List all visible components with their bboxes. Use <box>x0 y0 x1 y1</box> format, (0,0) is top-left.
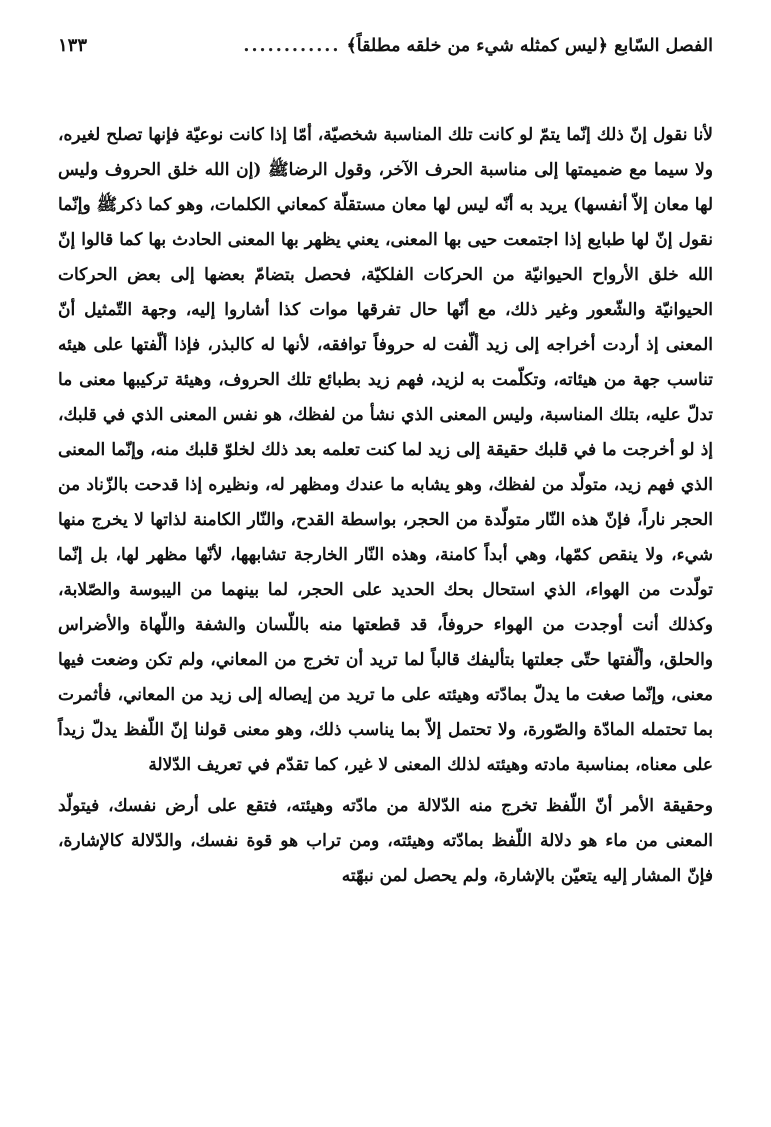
page-number: ١٣٣ <box>58 35 88 56</box>
paragraph: وحقيقة الأمر أنّ اللّفظ تخرج منه الدّلالة من مادّته وهيئته، فتقع على أرض نفسك، فيتولّد المعنى من ماء هو دلالة اللّفظ بمادّته وهيئته، ومن تراب هو قوة نفسك، والدّلالة كالإشارة، فإنّ المشار إليه يتعيّن بالإشارة، ولم يحصل لمن نبهّته <box>58 796 713 886</box>
chapter-title: الفصل السّابع ﴿ليس كمثله شيء من خلقه مطلقاً﴾ <box>346 36 713 56</box>
page-header <box>58 26 713 66</box>
header-leader-dots: ............ <box>243 36 341 56</box>
body-text <box>58 118 713 894</box>
paragraph: لأنا نقول إنّ ذلك إنّما يتمّ لو كانت تلك المناسبة شخصيّة، أمّا إذا كانت نوعيّة فإنها تصلح لغيره، ولا سيما مع ضميمتها إلى مناسبة الحرف الآخر، وقول الرضاﷺ (إن الله خلق الحروف وليس لها معان إلاّ أنفسها) يريد به أنّه ليس لها معان مستقلّة كمعاني الكلمات، وهو كما ذكرﷺ وإنّما نقول إنّ لها طبايع إذا اجتمعت حيى بها المعنى، يعني يظهر بها المعنى الحادث بها كما قالوا إنّ الله خلق الأرواح الحيوانيّة من الحركات الفلكيّة، فحصل بتضامّ بعضها إلى بعض الحركات الحيوانيّة والشّعور وغير ذلك، مع أنّها حال تفرقها موات كذا أشاروا إليه، وجهة التّمثيل أنّ المعنى إذ أردت أخراجه إلى زيد ألّفت له حروفاً توافقه، لأنها له كالبذر، فإذا ألّفتها على هيئه تناسب جهة من هيئاته، وتكلّمت به لزيد، فهم زيد بطبائع تلك الحروف، وهيئة تركيبها معنى ما تدلّ عليه، بتلك المناسبة، وليس المعنى الذي نشأ من لفظك، هو نفس المعنى الذي في قلبك، إذ لو أخرجت ما في قلبك حقيقة إلى زيد لما كنت تعلمه بعد ذلك لخلوّ قلبك منه، وإنّما المعنى الذي فهم زيد، متولّد من لفظك، وهو يشابه ما عندك ومظهر له، ونظيره إذا قدحت بالزّناد من الحجر ناراً، فإنّ هذه النّار متولّدة من الحجر، بواسطة القدح، والنّار الكامنة لذاتها لا يخرج منها شيء، ولا ينقص كمّها، وهي أبداً كامنة، وهذه النّار الخارجة تشابهها، لأنّها مظهر لها، بل إنّما تولّدت من الهواء، الذي استحال بحك الحديد على الحجر، لما بينهما من اليبوسة والصّلابة، وكذلك أنت أوجدت من الهواء حروفاً، قد قطعتها منه باللّسان والشفة واللّهاة والأضراس والحلق، وألّفتها حتّى جعلتها بتأليفك قالباً لما تريد أن تخرج من المعاني، ولم تكن وضعت فيها معنى، وإنّما صغت ما يدلّ بمادّته وهيئته على ما تريد من إيصاله إلى زيد من المعاني، فأثمرت بما تحتمله المادّة والصّورة، ولا تحتمل إلاّ بما يناسب ذلك، وهو معنى قولنا إنّ اللّفظ يدلّ زيداً على معناه، بمناسبة مادته وهيئته لذلك المعنى لا غير، كما تقدّم في تعريف الدّلالة <box>58 125 714 775</box>
